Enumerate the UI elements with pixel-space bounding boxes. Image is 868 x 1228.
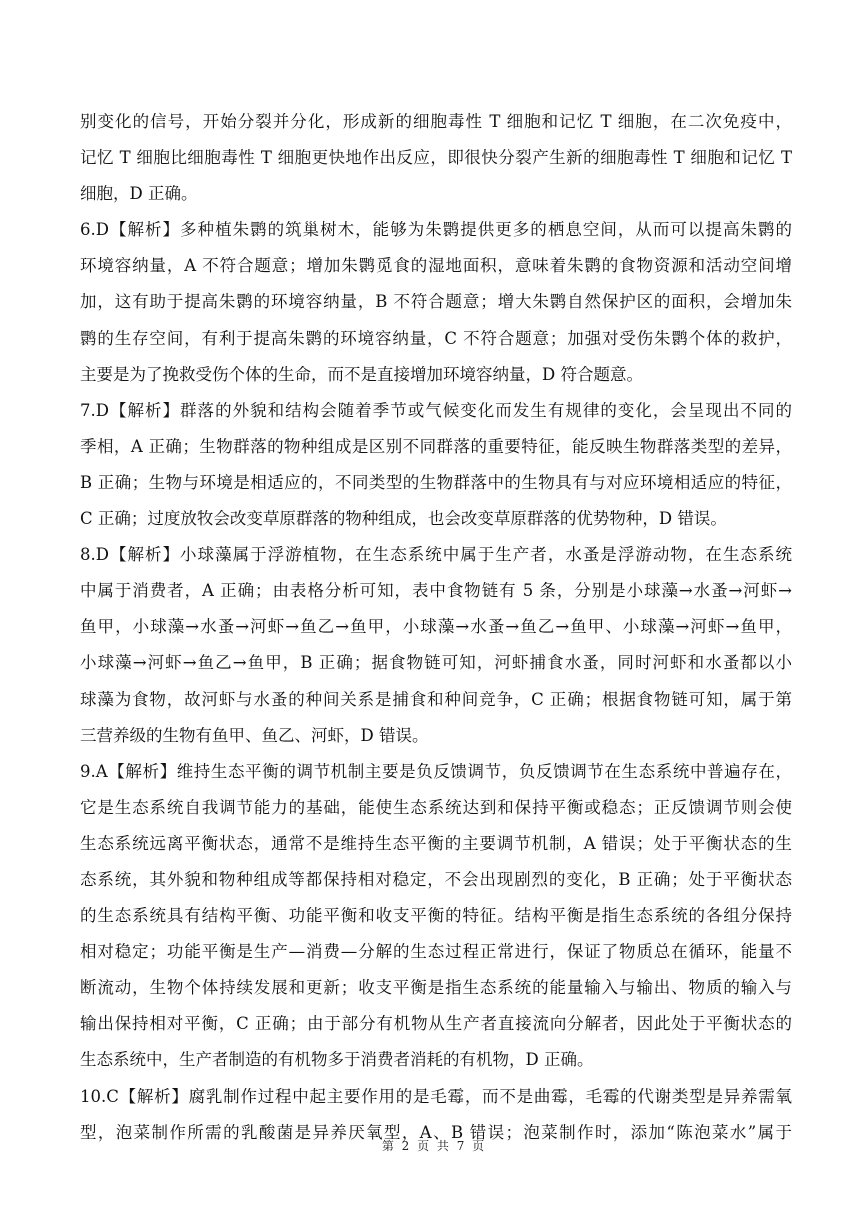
text-line: 记忆 T 细胞比细胞毒性 T 细胞更快地作出反应，即很快分裂产生新的细胞毒性 T 细胞和记忆 T [80, 148, 792, 168]
text-line: 加，这有助于提高朱鹮的环境容纳量，B 不符合题意；增大朱鹮自然保护区的面积，会增加朱 [80, 292, 792, 312]
text-line: 生态系统远离平衡状态，通常不是维持生态平衡的主要调节机制，A 错误；处于平衡状态的生 [80, 833, 792, 853]
text-line: B 正确；生物与环境是相适应的，不同类型的生物群落中的生物具有与对应环境相适应的特征， [80, 472, 792, 492]
text-line: 相对稳定；功能平衡是生产—消费—分解的生态过程正常进行，保证了物质总在循环，能量不 [80, 942, 792, 962]
text-line: 态系统，其外貌和物种组成等都保持相对稳定，不会出现剧烈的变化，B 正确；处于平衡状态 [80, 869, 792, 889]
text-line: 中属于消费者，A 正确；由表格分析可知，表中食物链有 5 条，分别是小球藻→水蚤→河虾→ [80, 581, 792, 601]
text-line: 三营养级的生物有鱼甲、鱼乙、河虾，D 错误。 [80, 725, 429, 745]
text-line: 断流动，生物个体持续发展和更新；收支平衡是指生态系统的能量输入与输出、物质的输入与 [80, 978, 792, 998]
text-line: 鱼甲，小球藻→水蚤→河虾→鱼乙→鱼甲，小球藻→水蚤→鱼乙→鱼甲、小球藻→河虾→鱼甲， [80, 617, 792, 637]
text-line: 输出保持相对平衡，C 正确；由于部分有机物从生产者直接流向分解者，因此处于平衡状态的 [80, 1014, 792, 1034]
page-footer: 第 2 页 共 7 页 [381, 1139, 487, 1153]
text-line: 9.A【解析】维持生态平衡的调节机制主要是负反馈调节，负反馈调节在生态系统中普遍存在， [80, 761, 792, 781]
answer-explanation-body [80, 104, 792, 1151]
text-line: 它是生态系统自我调节能力的基础，能使生态系统达到和保持平衡或稳态；正反馈调节则会使 [80, 797, 792, 817]
text-line: 鹮的生存空间，有利于提高朱鹮的环境容纳量，C 不符合题意；加强对受伤朱鹮个体的救护， [80, 328, 792, 348]
text-line: 细胞，D 正确。 [80, 184, 198, 204]
text-line: C 正确；过度放牧会改变草原群落的物种组成，也会改变草原群落的优势物种，D 错误。 [80, 509, 727, 529]
text-line: 季相，A 正确；生物群落的物种组成是区别不同群落的重要特征，能反映生物群落类型的差异， [80, 436, 792, 456]
text-line: 10.C【解析】腐乳制作过程中起主要作用的是毛霉，而不是曲霉，毛霉的代谢类型是异养需氧 [80, 1086, 792, 1106]
text-line: 8.D【解析】小球藻属于浮游植物，在生态系统中属于生产者，水蚤是浮游动物，在生态系统 [80, 545, 792, 565]
text-line: 的生态系统具有结构平衡、功能平衡和收支平衡的特征。结构平衡是指生态系统的各组分保持 [80, 906, 792, 926]
text-line: 型，泡菜制作所需的乳酸菌是异养厌氧型，A、B 错误；泡菜制作时，添加“陈泡菜水”属于 [80, 1122, 792, 1142]
text-line: 生态系统中，生产者制造的有机物多于消费者消耗的有机物，D 正确。 [80, 1050, 594, 1070]
text-line: 别变化的信号，开始分裂并分化，形成新的细胞毒性 T 细胞和记忆 T 细胞，在二次免疫中， [80, 112, 792, 131]
text-line: 小球藻→河虾→鱼乙→鱼甲，B 正确；据食物链可知，河虾捕食水蚤，同时河虾和水蚤都以小 [80, 653, 792, 673]
text-line: 环境容纳量，A 不符合题意；增加朱鹮觅食的湿地面积，意味着朱鹮的食物资源和活动空间增 [80, 256, 792, 276]
text-line: 7.D【解析】群落的外貌和结构会随着季节或气候变化而发生有规律的变化，会呈现出不同的 [80, 400, 792, 420]
text-line: 主要是为了挽救受伤个体的生命，而不是直接增加环境容纳量，D 符合题意。 [80, 364, 643, 384]
text-line: 球藻为食物，故河虾与水蚤的种间关系是捕食和种间竞争，C 正确；根据食物链可知，属于第 [80, 689, 792, 709]
text-line: 6.D【解析】多种植朱鹮的筑巢树木，能够为朱鹮提供更多的栖息空间，从而可以提高朱鹮的 [80, 220, 792, 240]
